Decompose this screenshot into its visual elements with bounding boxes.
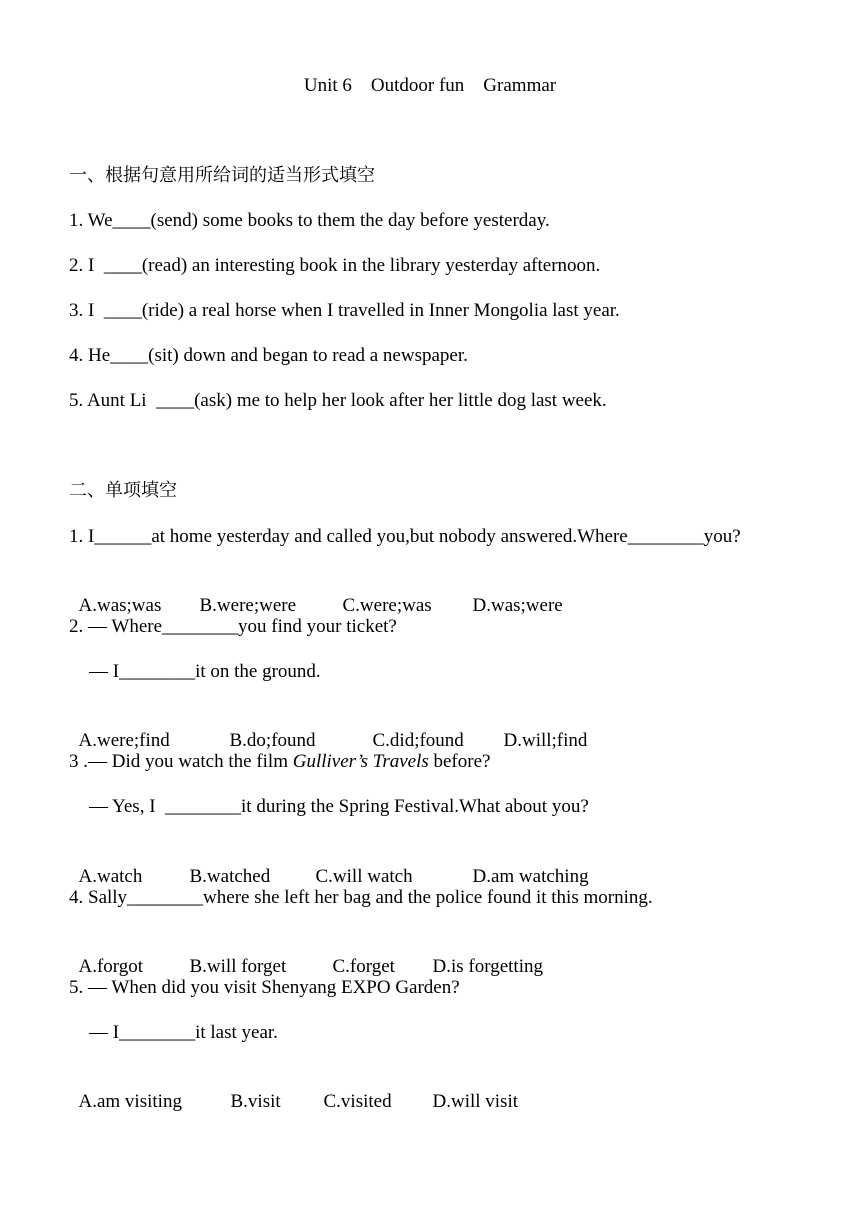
question-2: 2. — Where________you find your ticket?	[69, 616, 397, 637]
option-c: C.did;found	[372, 730, 464, 751]
question-3-options	[69, 841, 589, 889]
option-a: A.watch	[78, 866, 143, 887]
question-4-options	[69, 931, 543, 979]
option-d: D.is forgetting	[432, 956, 543, 977]
option-b: B.were;were	[199, 595, 297, 616]
option-c: C.were;was	[342, 595, 432, 616]
section1-item-3: 3. I ____(ride) a real horse when I travelled in Inner Mongolia last year.	[69, 300, 620, 321]
question-2-answer-line: — I________it on the ground.	[89, 661, 321, 682]
film-title: Gulliver’s Travels	[292, 751, 429, 772]
section1-item-2: 2. I ____(read) an interesting book in the library yesterday afternoon.	[69, 255, 601, 276]
question-1-options	[69, 570, 563, 618]
option-d: D.am watching	[472, 866, 589, 887]
option-b: B.do;found	[229, 730, 316, 751]
page-title: Unit 6 Outdoor fun Grammar	[303, 75, 557, 96]
question-3-answer-line: — Yes, I ________it during the Spring Festival.What about you?	[89, 796, 589, 817]
question-5-options	[69, 1066, 518, 1114]
option-c: C.will watch	[315, 866, 413, 887]
option-c: C.visited	[323, 1091, 392, 1112]
section1-item-4: 4. He____(sit) down and began to read a newspaper.	[69, 345, 468, 366]
section1-item-1: 1. We____(send) some books to them the day before yesterday.	[69, 210, 550, 231]
section1-item-5: 5. Aunt Li ____(ask) me to help her look after her little dog last week.	[69, 390, 607, 411]
option-a: A.am visiting	[78, 1091, 182, 1112]
question-5: 5. — When did you visit Shenyang EXPO Garden?	[69, 977, 460, 998]
option-a: A.forgot	[78, 956, 144, 977]
question-1: 1. I______at home yesterday and called you,but nobody answered.Where________you?	[69, 526, 741, 547]
option-a: A.was;was	[78, 595, 162, 616]
option-b: B.watched	[189, 866, 271, 887]
section1-heading: 一、根据句意用所给词的适当形式填空	[69, 165, 375, 186]
question-5-answer-line: — I________it last year.	[89, 1022, 278, 1043]
question-4: 4. Sally________where she left her bag and the police found it this morning.	[69, 887, 653, 908]
question-2-options	[69, 705, 587, 753]
option-d: D.will;find	[503, 730, 588, 751]
option-a: A.were;find	[78, 730, 170, 751]
question-3-prefix: 3 .— Did you watch the film	[69, 751, 293, 772]
option-c: C.forget	[332, 956, 395, 977]
option-d: D.was;were	[472, 595, 563, 616]
option-b: B.will forget	[189, 956, 287, 977]
question-3-suffix: before?	[428, 751, 491, 772]
section2-heading: 二、单项填空	[69, 480, 177, 501]
question-3	[69, 750, 490, 774]
option-b: B.visit	[230, 1091, 281, 1112]
option-d: D.will visit	[432, 1091, 519, 1112]
